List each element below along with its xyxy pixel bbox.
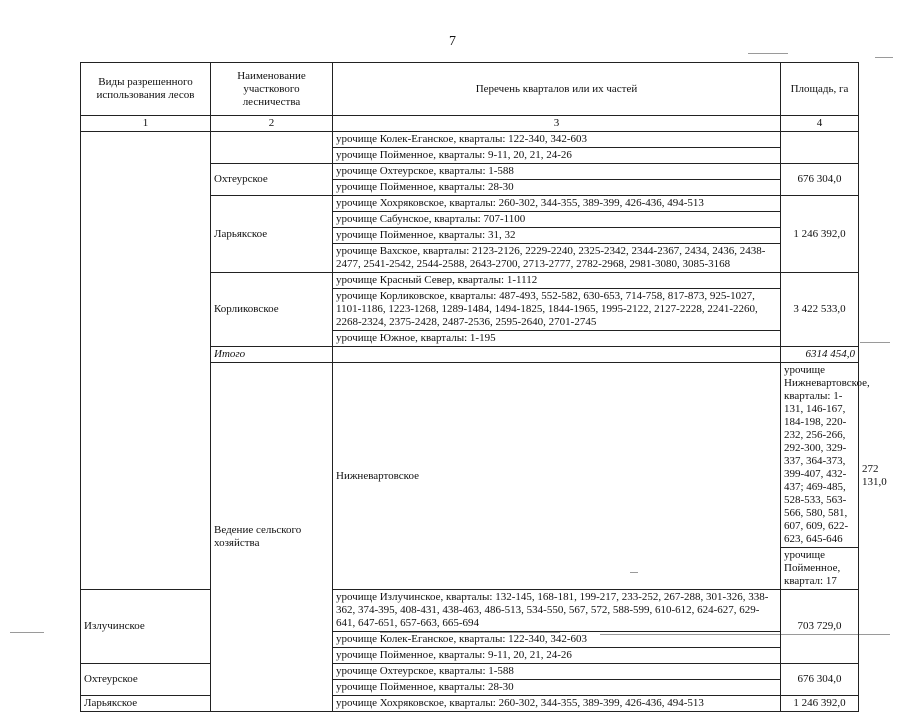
area-value: 703 729,0 — [781, 590, 859, 664]
col-number: 1 — [81, 116, 211, 132]
area-value: 3 422 533,0 — [781, 273, 859, 347]
area-value: 1 246 392,0 — [781, 196, 859, 273]
forestry-name: Корликовское — [211, 273, 333, 347]
page-number: 7 — [449, 34, 456, 49]
area-value: 1 246 392,0 — [781, 696, 859, 712]
quarter-entry: урочище Пойменное, кварталы: 31, 32 — [333, 228, 781, 244]
use-type-cell-empty — [81, 132, 211, 590]
quarter-entry: урочище Сабунское, кварталы: 707-1100 — [333, 212, 781, 228]
forestry-cell-empty — [211, 132, 333, 164]
quarter-entry: урочище Нижневартовское, кварталы: 1-131, 146-167, 184-198, 220-232, 256-266, 292-300, 329-337, 364-373, 399-407, 432-437; 469-485, 528-533, 563-566, 580, 581, 607, 609, 622-623, 645-646 — [781, 363, 859, 548]
quarter-entry: урочище Хохряковское, кварталы: 260-302, 344-355, 389-399, 426-436, 494-513 — [333, 196, 781, 212]
quarter-entry: урочище Вахское, кварталы: 2123-2126, 2229-2240, 2325-2342, 2344-2367, 2434, 2436, 2438-2477, 2541-2542, 2544-2588, 2643-2700, 2713-2777, 2782-2968, 2981-3080, 3085-3168 — [333, 244, 781, 273]
forest-use-table — [80, 62, 887, 712]
quarter-entry: урочище Пойменное, квартал: 17 — [781, 548, 859, 590]
col-header-quarters: Перечень кварталов или их частей — [333, 63, 781, 116]
quarter-entry: урочище Пойменное, кварталы: 28-30 — [333, 180, 781, 196]
forestry-name: Нижневартовское — [333, 363, 781, 590]
col-number: 4 — [781, 116, 859, 132]
scan-artifact — [860, 342, 890, 343]
total-empty — [333, 347, 781, 363]
area-cell-empty — [781, 132, 859, 164]
forestry-name: Ларьякское — [211, 196, 333, 273]
quarter-entry: урочище Колек-Еганское, кварталы: 122-340, 342-603 — [333, 132, 781, 148]
quarter-entry: урочище Хохряковское, кварталы: 260-302, 344-355, 389-399, 426-436, 494-513 — [333, 696, 781, 712]
header-row — [81, 63, 859, 116]
quarter-entry: урочище Красный Север, кварталы: 1-1112 — [333, 273, 781, 289]
quarter-entry: урочище Пойменное, кварталы: 9-11, 20, 21, 24-26 — [333, 648, 781, 664]
area-value: 676 304,0 — [781, 664, 859, 696]
quarter-entry: урочище Пойменное, кварталы: 9-11, 20, 21, 24-26 — [333, 148, 781, 164]
table-row — [81, 132, 859, 148]
col-number: 3 — [333, 116, 781, 132]
use-type-name: Ведение сельского хозяйства — [211, 363, 333, 712]
table-row — [81, 696, 859, 712]
col-number: 2 — [211, 116, 333, 132]
scan-artifact — [748, 53, 788, 54]
forestry-name: Охтеурское — [81, 664, 211, 696]
total-label: Итого — [211, 347, 333, 363]
total-value: 6314 454,0 — [781, 347, 859, 363]
quarter-entry: урочище Охтеурское, кварталы: 1-588 — [333, 664, 781, 680]
forestry-name: Охтеурское — [211, 164, 333, 196]
column-number-row — [81, 116, 859, 132]
quarter-entry: урочище Колек-Еганское, кварталы: 122-340, 342-603 — [333, 632, 781, 648]
quarter-entry: урочище Охтеурское, кварталы: 1-588 — [333, 164, 781, 180]
forestry-name: Ларьякское — [81, 696, 211, 712]
quarter-entry: урочище Излучинское, кварталы: 132-145, 168-181, 199-217, 233-252, 267-288, 301-326, 338-362, 374-395, 408-431, 438-463, 486-513, 534-550, 567, 572, 588-599, 610-612, 624-627, 629-641, 647-651, 657-663, 665-694 — [333, 590, 781, 632]
area-value: 676 304,0 — [781, 164, 859, 196]
table-row — [81, 664, 859, 680]
scan-artifact — [10, 632, 44, 633]
scan-artifact — [875, 57, 893, 58]
table-row: Ведение сельского хозяйства Нижневартовское урочище Нижневартовское, кварталы: 1-131, 146-167, 184-198, 220-232, 256-266, 292-300, 329-337, 364-373, 399-407, 432-437; 469-485, 528-533, 563-566, 580, 581, 607, 609, 622-623, 645-646 272 131,0 — [81, 363, 859, 548]
col-header-use-type: Виды разрешенного использования лесов — [81, 63, 211, 116]
table-row — [81, 590, 859, 632]
col-header-area: Площадь, га — [781, 63, 859, 116]
quarter-entry: урочище Пойменное, кварталы: 28-30 — [333, 680, 781, 696]
col-header-forestry: Наименование участкового лесничества — [211, 63, 333, 116]
quarter-entry: урочище Южное, кварталы: 1-195 — [333, 331, 781, 347]
forestry-name: Излучинское — [81, 590, 211, 664]
quarter-entry: урочище Корликовское, кварталы: 487-493, 552-582, 630-653, 714-758, 817-873, 925-1027, 1101-1186, 1223-1268, 1289-1484, 1494-1825, 1844-1965, 1995-2122, 2127-2228, 2241-2260, 2268-2324, 2375-2428, 2487-2536, 2595-2640, 2701-2745 — [333, 289, 781, 331]
